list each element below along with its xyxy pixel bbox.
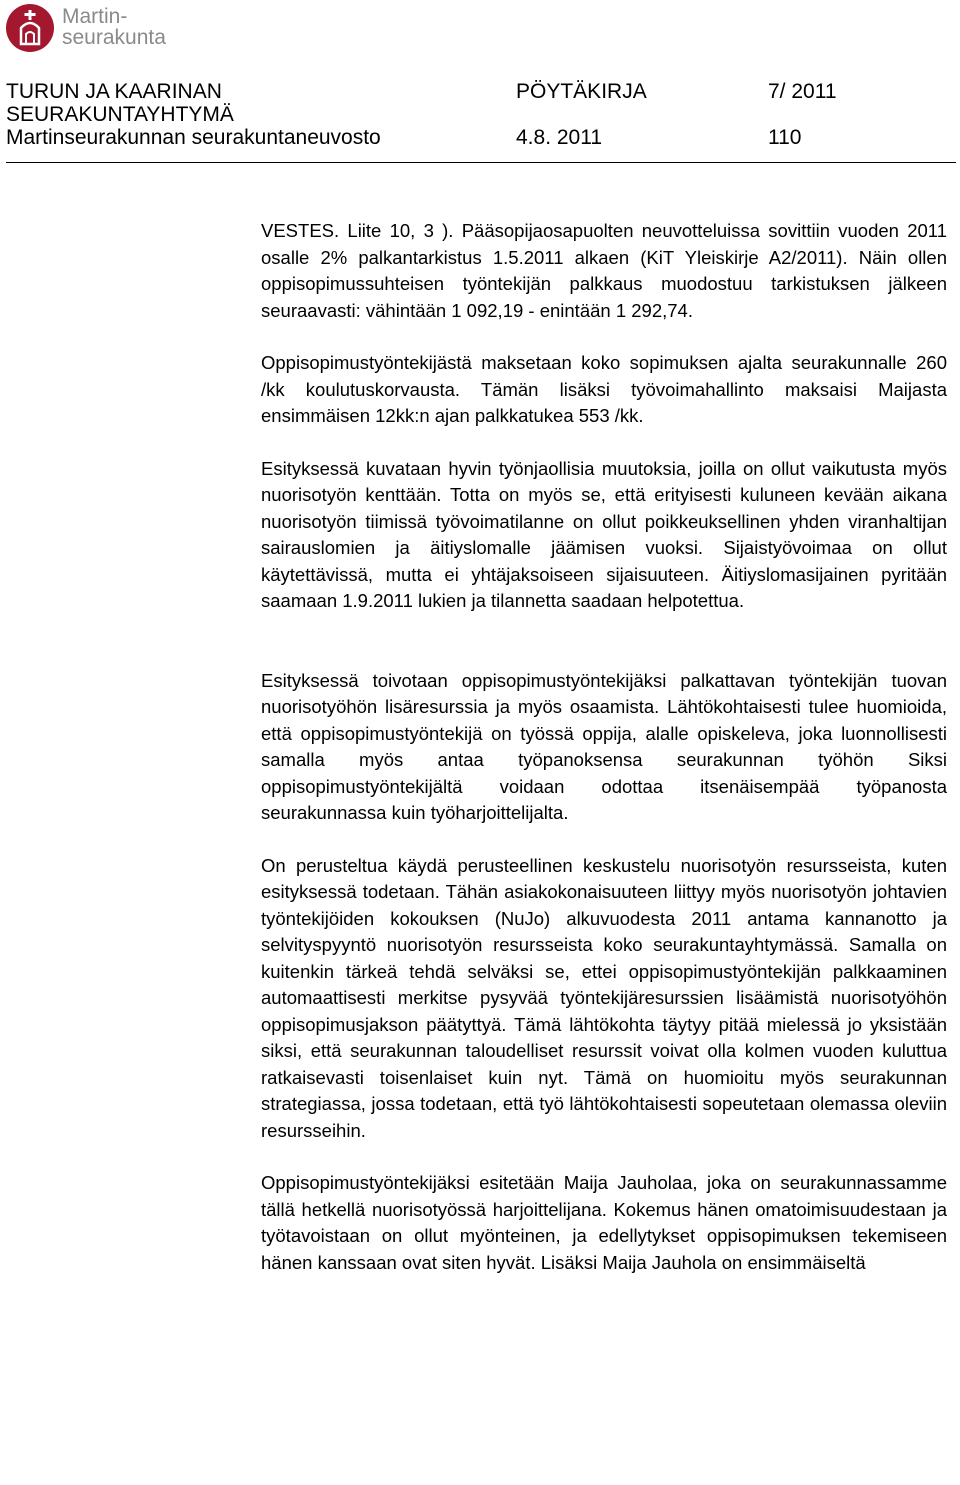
- paragraph: Esityksessä toivotaan oppisopimustyöntekijäksi palkattavan työntekijän tuovan nuorisotyöhön lisäresurssia ja myös osaamista. Lähtökohtaisesti tulee huomioida, että oppisopimustyöntekijä on työssä oppija, alalle opiskeleva, joka luonnollisesti samalla myös antaa työpanoksensa seurakunnan työhön Siksi oppisopimustyöntekijältä voidaan odottaa itsenäisempää työpanosta seurakunnassa kuin työharjoittelijalta.: [261, 669, 947, 823]
- meeting-date: 4.8. 2011: [516, 126, 603, 149]
- document-type: PÖYTÄKIRJA: [516, 80, 647, 103]
- organization-name: TURUN JA KAARINAN: [6, 80, 222, 103]
- logo-line-1: Martin-: [62, 5, 128, 28]
- paragraph: Oppisopimustyöntekijäksi esitetään Maija Jauholaa, joka on seurakunnassamme tällä hetkellä nuorisotyössä harjoittelijana. Kokemus hänen omatoimisuudestaan ja työtavoistaan on ollut myönteinen, ja edellytykset oppisopimuksen tekemiseen hänen kanssaan ovat siten hyvät. Lisäksi Maija Jauhola on ensimmäiseltä: [261, 1172, 947, 1273]
- paragraph: VESTES. Liite 10, 3 ). Pääsopijaosapuolten neuvotteluissa sovittiin vuoden 2011 osalle 2% palkantarkistus 1.5.2011 alkaen (KiT Yleiskirje A2/2011). Näin ollen oppisopimussuhteisen työntekijän palkkaus muodostuu tarkistuksen jälkeen seuraavasti: vähintään 1 092,19 - enintään 1 292,74.: [261, 220, 947, 321]
- church-cross-emblem-icon: [6, 4, 54, 52]
- paragraph: Esityksessä kuvataan hyvin työnjaollisia muutoksia, joilla on ollut vaikutusta myös nuorisotyön kenttään. Totta on myös se, että erityisesti kuluneen kevään aikana nuorisotyön tiimissä työvoimatilanne on ollut poikkeuksellinen yhden viranhaltijan sairauslomien ja äitiyslomalle jäämisen vuoksi. Sijaistyövoimaa on ollut käytettävissä, mutta ei yhtäjaksoiseen sijaisuuteen. Äitiyslomasijainen pyritään saamaan 1.9.2011 lukien ja tilannetta saadaan helpotettua.: [261, 457, 947, 611]
- logo-text: [62, 6, 166, 48]
- document-number: 7/ 2011: [768, 80, 837, 103]
- page-number: 110: [768, 126, 802, 149]
- header-divider: [6, 162, 956, 163]
- logo: [6, 4, 206, 56]
- document-body: [261, 218, 947, 1276]
- paragraph: On perusteltua käydä perusteellinen keskustelu nuorisotyön resursseista, kuten esityksessä todetaan. Tähän asiakokonaisuuteen liittyy myös nuorisotyön johtavien työntekijöiden kokouksen (NuJo) alkuvuodesta 2011 antama kannanotto ja selvityspyyntö nuorisotyön resursseista koko seurakuntayhtymässä. Samalla on kuitenkin tärkeä tehdä selväksi se, ettei oppisopimustyöntekijän palkkaaminen automaattisesti merkitse pysyvää työntekijäresurssien lisäämistä nuorisotyöhön oppisopimusjakson päätyttyä. Tämä lähtökohta täytyy pitää mielessä jo yksistään siksi, että seurakunnan taloudelliset resurssit voivat olla kolmen vuoden kuluttua ratkaisevasti toisenlaiset kuin nyt. Tämä on huomioitu myös seurakunnan strategiassa, jossa todetaan, että työ lähtökohtaisesti sopeutetaan olemassa oleviin resursseihin.: [261, 854, 947, 1141]
- document-header: [6, 80, 956, 149]
- logo-line-2: seurakunta: [62, 26, 166, 49]
- council-name: Martinseurakunnan seurakuntaneuvosto: [6, 126, 381, 149]
- organization-name-line-2: SEURAKUNTAYHTYMÄ: [6, 103, 234, 126]
- paragraph: Oppisopimustyöntekijästä maksetaan koko sopimuksen ajalta seurakunnalle 260 /kk koulutuskorvausta. Tämän lisäksi työvoimahallinto maksaisi Maijasta ensimmäisen 12kk:n ajan palkkatukea 553 /kk.: [261, 352, 947, 426]
